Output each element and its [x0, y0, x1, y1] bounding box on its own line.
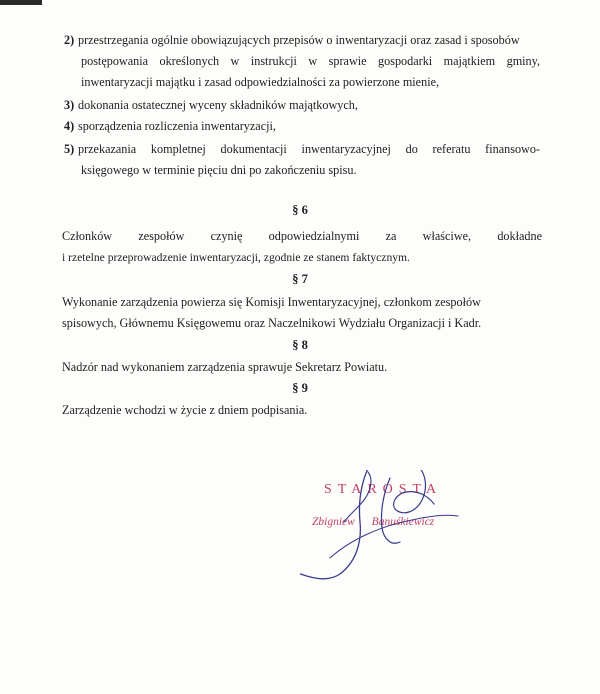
section-8-text: [62, 357, 542, 378]
para-line: Zarządzenie wchodzi w życie z dniem podpisania.: [62, 403, 308, 417]
list-item-5: [64, 139, 540, 181]
list-number: 5): [64, 142, 75, 156]
para-line: spisowych, Głównemu Księgowemu oraz Naczelnikowi Wydziału Organizacji i Kadr.: [62, 316, 482, 330]
list-line: postępowania określonych w instrukcji w sprawie gospodarki majątkiem gminy,: [81, 54, 540, 68]
list-number: 2): [64, 33, 75, 47]
para-line: i rzetelne przeprowadzenie inwentaryzacji, zgodnie ze stanem faktycznym.: [62, 251, 410, 264]
list-item-3: [64, 95, 540, 116]
section-heading-6: § 6: [292, 203, 308, 217]
list-item-2: [64, 30, 540, 93]
para-line: Wykonanie zarządzenia powierza się Komisji Inwentaryzacyjnej, członkom zespołów: [62, 295, 481, 309]
list-line: księgowego w terminie pięciu dni po zakończeniu spisu.: [81, 163, 357, 177]
section-heading-9: § 9: [292, 381, 308, 395]
list-line: przekazania kompletnej dokumentacji inwentaryzacyjnej do referatu finansowo-: [78, 142, 540, 156]
list-number: 3): [64, 98, 75, 112]
list-number: 4): [64, 119, 75, 133]
stamp-title: STAROSTA: [324, 482, 443, 497]
official-stamp: [300, 470, 500, 590]
handwritten-signature: [300, 470, 500, 590]
list-line: inwentaryzacji majątku i zasad odpowiedzialności za powierzone mienie,: [81, 75, 440, 89]
list-line: przestrzegania ogólnie obowiązujących przepisów o inwentaryzacji oraz zasad i sposobów: [78, 33, 520, 47]
section-heading-7: § 7: [292, 272, 308, 286]
list-line: sporządzenia rozliczenia inwentaryzacji,: [78, 119, 276, 133]
scan-edge-mark: [0, 0, 42, 5]
list-line: dokonania ostatecznej wyceny składników majątkowych,: [78, 98, 358, 112]
para-line: Nadzór nad wykonaniem zarządzenia sprawuje Sekretarz Powiatu.: [62, 360, 388, 374]
section-heading-8: § 8: [292, 338, 308, 352]
section-7-text: [62, 292, 542, 334]
list-item-4: [64, 116, 540, 137]
section-6-text: [62, 226, 542, 268]
section-9-text: [62, 400, 542, 421]
para-line: Członków zespołów czynię odpowiedzialnymi za właściwe, dokładne: [62, 229, 542, 243]
stamp-name: Zbigniew Banuśkiewicz: [312, 516, 435, 528]
